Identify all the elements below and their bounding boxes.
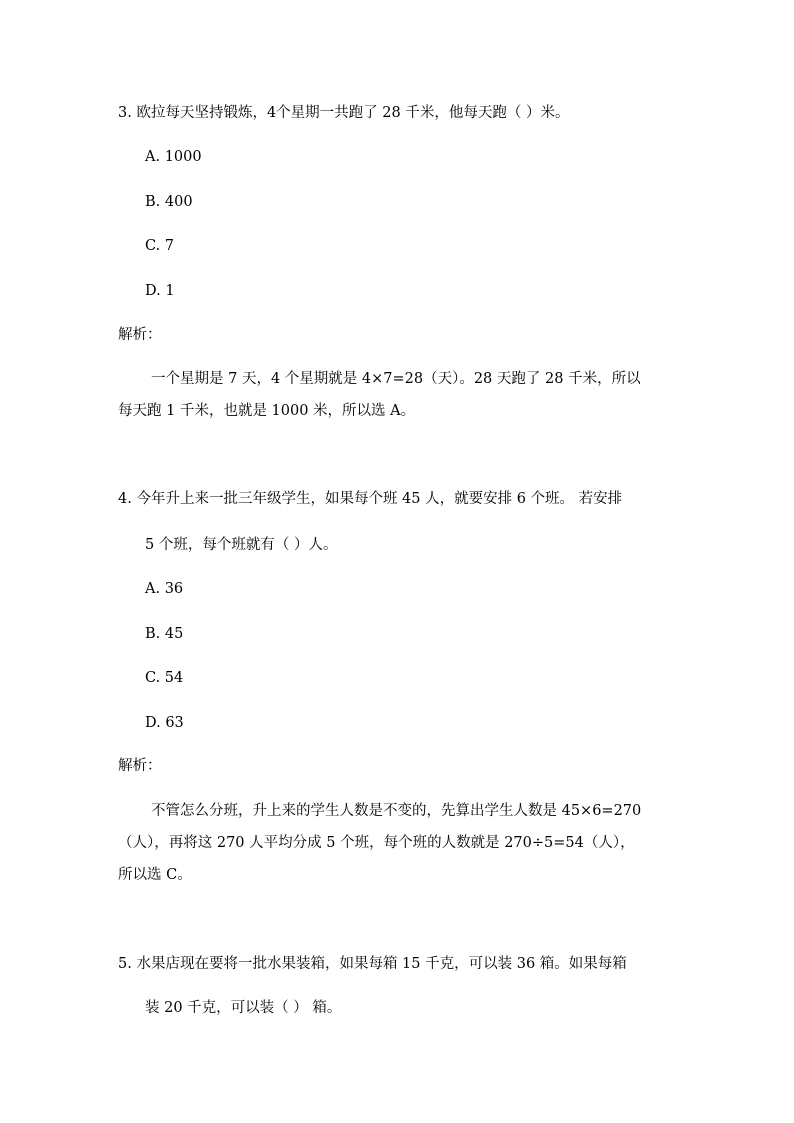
- question-3-option-c: C. 7: [145, 238, 175, 254]
- question-4-stem-line-1: 4. 今年升上来一批三年级学生，如果每个班 45 人，就要安排 6 个班。 若安排: [118, 491, 623, 507]
- question-4-analysis-line-1: 不管怎么分班，升上来的学生人数是不变的，先算出学生人数是 45×6=270: [151, 803, 642, 819]
- question-4-option-d: D. 63: [145, 715, 184, 731]
- question-3-analysis-label: 解析：: [118, 327, 162, 343]
- question-5-stem-line-1: 5. 水果店现在要将一批水果装箱，如果每箱 15 千克，可以装 36 箱。如果每箱: [118, 956, 627, 972]
- question-4-analysis-line-2: （人），再将这 270 人平均分成 5 个班，每个班的人数就是 270÷5=54（人），: [118, 835, 635, 851]
- question-4-stem-line-2: 5 个班，每个班就有（ ）人。: [145, 537, 338, 553]
- question-3-analysis-line-1: 一个星期是 7 天，4 个星期就是 4×7=28（天）。28 天跑了 28 千米，所以: [151, 371, 641, 387]
- question-4-option-c: C. 54: [145, 670, 184, 686]
- question-3-option-d: D. 1: [145, 283, 175, 299]
- question-3-option-b: B. 400: [145, 194, 193, 210]
- question-4-option-a: A. 36: [145, 581, 184, 597]
- question-3-option-a: A. 1000: [145, 149, 202, 165]
- question-4-analysis-label: 解析：: [118, 758, 162, 774]
- question-3-stem: 3. 欧拉每天坚持锻炼，4个星期一共跑了 28 千米，他每天跑（ ）米。: [118, 105, 570, 121]
- question-5-stem-line-2: 装 20 千克，可以装（ ） 箱。: [145, 1000, 342, 1016]
- question-4-option-b: B. 45: [145, 626, 184, 642]
- question-3-analysis-line-2: 每天跑 1 千米，也就是 1000 米，所以选 A。: [118, 403, 416, 419]
- question-4-analysis-line-3: 所以选 C。: [118, 867, 192, 883]
